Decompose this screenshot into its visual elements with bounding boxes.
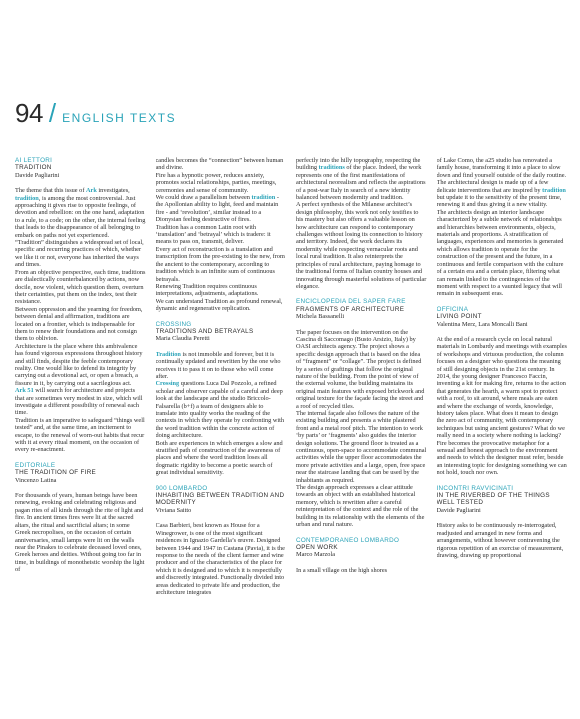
article (296, 157, 427, 290)
highlighted-term: tradition (15, 194, 39, 202)
page-header (15, 98, 176, 129)
paragraph: perfectly into the hilly topography, respecting the building traditions of the place. Indeed, the work represents one of the first manifestations of architectural neorealism and reflects the aspirations of a post-war Italy in search of a new identity balanced between modernity and tradition. (296, 157, 426, 202)
highlighted-term: Ark 51 (15, 387, 34, 395)
article (156, 321, 287, 477)
paragraph: Ark 51 will search for architecture and projects that are sometimes very modest in size, which will investigate a different possibility of renewal each time. (15, 387, 143, 417)
paragraph: History asks to be continuously re-interrogated, readjusted and arranged in new forms and arrangements, without however contravening the rigorous repetition of an exercise of measurement, drawing, drawing up proportional (436, 522, 564, 559)
article-author: Valentina Merz, Lara Moncalli Bani (436, 320, 528, 328)
paragraph: The paper focuses on the intervention on the Cascina di Saccomago (Busto Arsizio, Italy) by OASI architects agency. The project shows a specific design approach that is based on the idea of “fragment” or “collage”. The project is defined by a series of graftings that follow the original nature of the building. From the point of view of the external volume, the building maintains its original main features with exposed brickwork and original texture for the façade facing the street and a roof of recycled tiles. (296, 328, 425, 410)
paragraph: Casa Barbieri, best known as House for a Winegrower, is one of the most significant residences in Ignazio Gardella’s œuvre. Designed between 1944 and 1947 in Castana (Pavia), it is the response to the needs of the client farmer and wine producer and of the characteristics of the place for which it is designed and to which it is respectfully and discreetly integrated. Functionally divided into areas dedicated to private life and production, the architecture integrates (155, 522, 285, 596)
paragraph: At the end of a research cycle on local natural materials in Lombardy and meetings with examples of workshops and virtuous production, the column focuses on a designer who questions the meaning of still designing objects in the 21st century. In 2014, the young designer Francesco Faccin, inventing a kit for making fire, returns to the action that generates the hearth, a warm spot to protect with a roof, to sit around, where meals are eaten and where the exchange of words, knowledge, history takes place. What does it mean to design the zero act of community, with contemporary techniques but using ancient gestures? What do we really need in a society where nothing is lacking? Fire becomes the provocative metaphor for a sensual and honest approach to the environment and needs to which the designer must refer, beside an interesting topic for designing something we can not hold, touch nor own. (436, 335, 567, 477)
article-author: Maria Claudia Peretti (155, 335, 210, 343)
highlighted-term: Crossing (155, 380, 180, 388)
column-1 (15, 157, 146, 715)
page-number: 94 (15, 98, 43, 128)
paragraph: The design approach expresses a clear attitude towards an object with an established historical memory, which is rewritten after a careful reinterpretation of the context and the role of the building in its relationship with the elements of the urban and rural nature. (296, 484, 425, 529)
article-author: Michela Bassanelli (296, 313, 345, 321)
article-author: Vincenzo Latina (15, 476, 57, 484)
paragraph: Renewing Tradition requires continuous interpretations, adjustments, adaptations. (155, 282, 259, 298)
paragraph: The internal façade also follows the nature of the existing building and presents a white plastered front and a metal roof pitch. The intention to work ‘by parts’ or ‘fragments’ also guides the interior design solutions. The ground floor is treated as a continuous, open-space to accommodate communal activities while the upper floor accommodates the more private activities and a large, open, free space near the staircase landing that can be used by the inhabitants as required. (296, 410, 427, 484)
article-title: FRAGMENTS OF ARCHITECTURE (296, 305, 405, 313)
article (156, 157, 287, 313)
paragraph: Architecture is the place where this ambivalence has found vigorous expressions throughout history and still finds, despite the feeble contemporary reality. One would like to defend its integrity by carrying out a devotional act, or open a breach, a fissure in it, by carrying out a sacrilegious act. (15, 342, 143, 387)
article (296, 537, 427, 575)
article-title: INHABITING BETWEEN TRADITION AND MODERNITY (155, 492, 285, 507)
paragraph: Both are experiences in which emerges a slow and stratified path of construction of the awareness of places and where the word tradition loses all dogmatic rigidity to become a poetic search of great individual sensitivity. (155, 439, 283, 477)
article (437, 485, 568, 560)
column-3 (296, 157, 427, 715)
article-author: Davide Pagliarini (436, 506, 481, 514)
article (437, 157, 568, 298)
paragraph: Tradition is not immobile and forever, but it is continually updated and rewritten by the one who receives it to pass it on to those who will come after. (155, 350, 281, 380)
paragraph: candles becomes the “connection” between human and divine. (155, 157, 284, 172)
article (15, 462, 146, 574)
article-title: THE TRADITION OF FIRE (15, 469, 97, 477)
highlighted-term: tradition (251, 194, 276, 202)
column-4 (437, 157, 568, 715)
paragraph: Tradition has a common Latin root with ‘translation’ and ‘betrayal’ which is tradere: it means to pass on, transmit, deliver. (155, 223, 271, 246)
section-tag: 900 LOMBARDO (155, 484, 208, 492)
article (156, 485, 287, 597)
paragraph: A perfect synthesis of the Milanese architect’s design philosophy, this work not only testifies to his mastery but also offers a valuable lesson on how architecture can respond to contemporary challenges without losing its connection to history and territory. Indeed, the work declares its modernity while respecting vernacular roots and local rural tradition. It also reinterprets the principles of rural architecture, paying homage to the traditional forms of Italian country houses and innovating through masterful solutions of particular elegance. (296, 201, 427, 290)
paragraph: We can understand Tradition as profound renewal, dynamic and regenerative replication. (155, 297, 283, 313)
highlighted-term: Tradition (155, 350, 181, 358)
column-2 (156, 157, 287, 715)
paragraph: In a small village on the high shores (296, 566, 388, 574)
article-author: Davide Pagliarini (15, 171, 60, 179)
paragraph: Crossing questions Luca Dal Pozzolo, a refined scholar and observer capable of a careful and deep look at the landscape and the studio Briccolo-Falsarella (b+f) a team of designers able to translate into quality works the reading of the contexts in which they operate by confronting with the word tradition within the concrete action of doing architecture. (155, 380, 285, 440)
article-title: LIVING POINT (436, 313, 482, 321)
article-author: Viviana Saitto (155, 506, 192, 514)
article-title: IN THE RIVERBED OF THE THINGS WELL TESTED (436, 492, 550, 507)
article-title: TRADITION (15, 164, 52, 172)
section-tag: INCONTRI RAVVICINATI (436, 484, 514, 492)
section-tag: CONTEMPORANEO LOMBARDO (296, 536, 400, 544)
paragraph: We could draw a parallelism between tradition - the Apollonian ability to light, feed and maintain fire - and ‘revolution’, similar instead to a Dionysian feeling destructive of fires. (155, 194, 279, 224)
highlighted-term: Ark (86, 187, 97, 195)
section-tag: OFFICINA (436, 305, 469, 313)
paragraph: Between oppression and the yearning for freedom, between denial and affirmation, traditions are located on a frontier, which is indispensable for them to renew their foundations and not consign them to oblivion. (15, 305, 143, 343)
section-tag: EDITORIALE (15, 461, 56, 469)
section-tag: ENCICLOPEDIA DEL SAPER FARE (296, 298, 406, 306)
paragraph: “Tradition” distinguishes a widespread set of local, specific and recurring practices of which, whether we like it or not, everyone has inherited the ways and times. (15, 239, 144, 269)
article (437, 306, 568, 477)
paragraph: For thousands of years, human beings have been renewing, evoking and celebrating religious and pagan rites of all kinds through the rite of light and fire. In ancient times fires were lit at the sacred altars, the ritual and sacrificial altars; in some Greek necropolises, on the occasion of certain anniversaries, small lamps were lit on the walls near the Pinakes to celebrate deceased loved ones, Greek heroes and deities. Without going too far in time, in buildings of monotheistic worship the light of (15, 492, 145, 574)
article (15, 157, 146, 454)
section-tag: CROSSING (155, 320, 192, 328)
header-slash: / (48, 98, 57, 128)
section-tag: AI LETTORI (15, 157, 53, 164)
paragraph: The architects design an interior landscape characterized by a subtle network of relationships and hierarchies between environments, objects, materials and proportions. A stratification of languages, experiences and memories is generated which allows tradition to operate for the construction of the present and the future, in a continuous and fertile comparison with the culture of a certain era and a certain place, filtering what can remain linked to the contingencies of the moment with respect to a vaunted legacy that will remain in subsequent eras. (436, 208, 564, 298)
paragraph: The theme that this issue of Ark investigates, tradition, is among the most controversial. Just approaching it gives rise to opposite feelings, of devotion and rebellion: on the one hand, adaptation to a rule, to a code; on the other, the internal feeling that leads to the disappearance of all belonging to embark on paths not yet experienced. (15, 187, 146, 239)
highlighted-term: traditions (318, 164, 345, 172)
article (296, 298, 427, 528)
section-title: ENGLISH TEXTS (62, 111, 177, 125)
paragraph: Fire has a hypnotic power, reduces anxiety, promotes social relationships, parties, meetings, ceremonies and sense of community. (155, 171, 277, 194)
text-columns (15, 157, 567, 715)
article-title: TRADITIONS AND BETRAYALS (155, 327, 254, 335)
highlighted-term: tradition (542, 186, 566, 194)
paragraph: The architectural design is made up of a few delicate interventions that are inspired by tradition but update it to the sensitivity of the present time, renewing it and thus giving it a new vitality. (436, 179, 566, 209)
paragraph: of Lake Como, the a25 studio has renovated a family house, transforming it into a place to slow down and find yourself outside of the daily routine. (436, 157, 567, 179)
paragraph: Tradition is an imperative to safeguard “things well tested” and, at the same time, an incitement to escape, to the renewal of worn-out habits that recur with it at every ritual moment, on the occasion of every re-enactment. (15, 416, 145, 454)
paragraph: Every act of reconstruction is a translation and transcription from the pre-existing to the new, from the ancient to the contemporary, according to tradition which is an infinite sum of continuous betrayals. (155, 245, 285, 283)
article-title: OPEN WORK (296, 543, 338, 551)
article-author: Marco Marzola (296, 551, 335, 559)
paragraph: From an objective perspective, each time, traditions are dialectically counterbalanced by actions, now docile, now violent, which question them, overturn their certainties, put them on the index, test their resistance. (15, 268, 146, 306)
